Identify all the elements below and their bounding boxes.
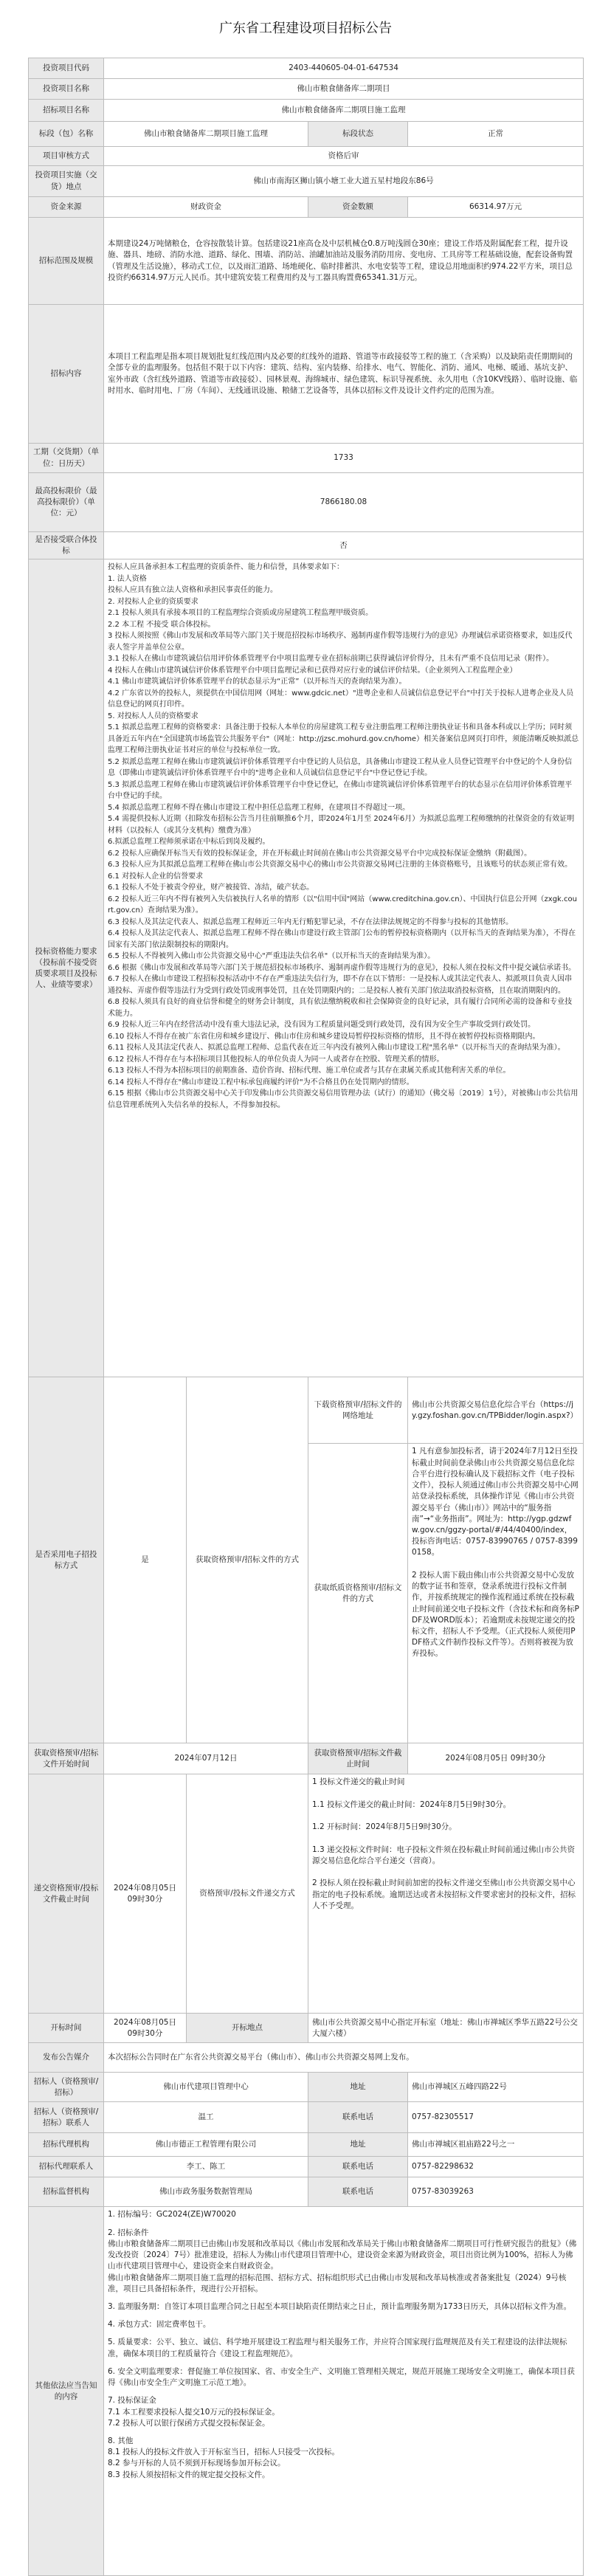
value-agency-phone: 0757-82298632: [408, 2157, 584, 2177]
label-submit-deadline: 递交资格预审/投标文件截止时间: [29, 1774, 104, 2014]
note-item: 6. 安全文明监理要求：督促施工单位按国家、省、市安全生产、文明施工管理相关规定，规范开展施工现场安全文明施工，确保本项目获得《佛山市安全生产文明施工示范工地》。: [108, 2366, 575, 2388]
row-submit: [29, 1774, 584, 2014]
label-scope: 招标范围及规模: [29, 218, 104, 305]
label-online-address: 下载资格预审/招标文件的网络地址: [308, 1377, 408, 1444]
label-project-code: 投资项目代码: [29, 58, 104, 79]
row-project-name: [29, 79, 584, 100]
value-agency: 佛山市德正工程管理有限公司: [104, 2133, 308, 2157]
value-section: 佛山市粮食储备库二期项目施工监理: [104, 122, 308, 147]
row-obtain-time: [29, 1743, 584, 1774]
row-tenderer-contact: [29, 2102, 584, 2133]
label-project-name: 投资项目名称: [29, 79, 104, 100]
note-item: 1. 招标编号：GC2024(ZE)W70020: [108, 2210, 236, 2219]
row-media: [29, 2043, 584, 2073]
label-supervisor: 招标监督机构: [29, 2177, 104, 2207]
value-submit-method: 1 投标文件递交的截止时间 1.1 投标文件递交的截止时间：2024年8月5日9时30分。 1.2 开标时间：2024年8月5日9时30分。 1.3 递交投标文件时间：电子投标文件须在投标截止时间前通过佛山市公共资源交易信息化综合平台递交（营商）。 2 投标人须在投标截止时间前加密的投标文件递交至佛山市公共资源交易中心指定的电子投标系统。逾期送达或者未按招标文件要求密封的投标文件，招标人不予受理。: [308, 1774, 584, 2014]
value-obtain-end: 2024年08月05日 09时30分: [408, 1743, 584, 1774]
row-tenderer: [29, 2073, 584, 2102]
info-table: [28, 58, 584, 2576]
note-item: 2. 招标条件 佛山市粮食储备库二期项目已由佛山市发展和改革局以《佛山市发展和改革局关于佛山市粮食储备库二期项目可行性研究报告的批复》（佛发改投资〔2024〕7号）批准建设，招标人为佛山市代建项目管理中心，建设资金来源为财政资金，项目出资比例为100%，招标人为佛山市代建项目管理中心，建设资金来自财政资金。 佛山市粮食储备库二期项目施工监理的招标范围、招标方式、招标组织形式已由佛山市发展和改革局核准或者备案批复（2024）9号核准，项目已具备招标条件，现进行公开招标。: [108, 2228, 577, 2293]
row-supervisor: [29, 2177, 584, 2207]
row-project-code: [29, 58, 584, 79]
label-tenderer-contact: 招标人（资格预审/招标）联系人: [29, 2102, 104, 2133]
value-section-status: 正常: [408, 122, 584, 147]
label-duration: 工期（交货期）（单位：日历天）: [29, 444, 104, 473]
label-funding: 资金来源: [29, 197, 104, 218]
value-project-code: 2403-440605-04-01-647534: [104, 58, 584, 79]
label-tender-project: 招标项目名称: [29, 100, 104, 122]
label-opening-place: 开标地点: [187, 2014, 308, 2043]
label-qualification: 投标资格能力要求（投标前不接受资质要求项目及投标人、业绩等要求）: [29, 559, 104, 1377]
label-electronic: 是否采用电子招投标方式: [29, 1377, 104, 1743]
row-electronic-online: [29, 1377, 584, 1444]
note-item: 5. 质量要求：公平、独立、诚信、科学地开展建设工程监理与相关服务工作，并应符合国家现行监理规范及有关工程建设的法律法规标准，确保本项目的工程质量符合《建设工程监理规范》。: [108, 2338, 567, 2358]
row-funding: [29, 197, 584, 218]
row-duration: [29, 444, 584, 473]
value-duration: 1733: [104, 444, 584, 473]
row-opening: [29, 2014, 584, 2043]
value-supervisor: 佛山市政务服务数据管理局: [104, 2177, 308, 2207]
row-location: [29, 166, 584, 197]
value-approval-method: 资格后审: [104, 147, 584, 166]
label-obtain-end: 获取资格预审/招标文件截止时间: [308, 1743, 408, 1774]
label-tenderer: 招标人（资格预审/招标）: [29, 2073, 104, 2102]
label-agency-phone: 联系电话: [308, 2157, 408, 2177]
value-qualification: 投标人应具备承担本工程监理的资质条件、能力和信誉，具体要求如下： 1. 法人资格 投标人应具有独立法人资格和承担民事责任的能力。 2. 对投标人企业的资质要求 2.1 投标人须具有承接本项目的工程监理综合资质或房屋建筑工程监理甲级资质。 2.2 本工程 不接受 联合体投标。 3 投标人须按照《佛山市发展和改革局等六部门关于规范招投标市场秩序、遏制再虚作假等违规行为的意见》办理诚信承诺资格要求，如违反代表人签字并盖单位公章。 3.1 投标人在佛山市建筑诚信信用评价体系管理平台中项目监理专业在招标前期已获得诚信评价得分，且未有严重不良信用记录（附件）。 4 投标人在佛山市建筑诚信评价体系管理平台中项目监理记录和已获得对应行业的诚信评价结果。（企业须列入工程监理企业） 4.1 佛山市建筑诚信评价体系管理平台的状态显示为“正常”（以开标当天的查询结果为准）。 4.2 广东省以外的投标人，须提供在中国信用网（网址：www.gdcic.net）"进粤企业和人员诚信信息登记平台"中打关于投标人进粤企业及人员信息登记的网页打印件。 5. 对投标人人员的资格要求 5.1 拟派总监理工程师的资格要求：具备注册于投标人本单位的房屋建筑工程专业注册监理工程师注册执业证书和具备本科或以上学历；同时须具备近五年内在"全国建筑市场监管公共服务平台"（网址：http://jzsc.mohurd.gov.cn/home）相关备案信息网页打印件，须能清晰反映拟派总监理工程师注册执业证书对应的单位与投标单位一致。 5.2 拟派总监理工程师在佛山市建筑诚信评价体系管理平台中登记的人员信息，具备佛山市建设工程从业人员登记管理平台中登记的个人身份信息（即佛山市建筑诚信评价体系管理平台中的"进粤企业和人员诚信信息登记平台"中登记登记手续。 5.3 拟派总监理工程师在佛山市建筑诚信评价体系管理平台中登记登记，在佛山市建筑诚信评价体系管理平台的状态显示在信用评价体系管理平台中登记的手续。 5.4 拟派总监理工程师不得在佛山市建设工程中担任总监理工程师，在建项目不得超过一项。 5.4 需提供投标人近期（扣除发布招标公告当月往前顺推6个月，即2024年1月至 2024年6月）为拟派总监理工程师缴纳的社保资金的有效证明材料（以投标人（或其分支机构）缴费为准） 6.拟派总监理工程师须承诺在中标后到岗及履约。 6.2 投标人应确保开标当天有效的投标保证金，并在开标截止时间前在佛山市公共资源交易平台中完成投标保证金缴纳（附截图）。 6.3 投标人应为其拟派总监理工程师在佛山市公共资源交易中心的佛山市公共资源交易网已注册的主体资格账号，且该账号的状态须正常有效。 6.1 对投标人企业的信誉要求 6.1 投标人不处于被责令停业，财产被接管、冻结，破产状态。 6.2 投标人近三年内不得有被列入失信被执行人名单的情形（以"信用中国"网站（www.creditchina.gov.cn）、中国执行信息公开网（zxgk.court.gov.cn）查询结果为准）。 6.3 投标人及其法定代表人、拟派总监理工程师近三年内无行贿犯罪记录，不存在法律法规规定的不得参与投标的其他情形。 6.4 投标人及其法定代表人、拟派总监理工程师不得在佛山市建设行政主管部门公布的暂停投标资格期内（以开标当天的查询结果为准），不得在国家有关部门依法限制投标的期限内。 6.5 投标人不得被列入佛山市公共资源交易中心"严重违法失信名单"（以开标当天的查询结果为准）。 6.6 根据《佛山市发展和改革局等六部门关于规范招投标市场秩序、遏制再虚作假等违规行为的意见》，投标人须在投标文件中提交诚信承诺书。 6.7 投标人在佛山市建设工程招标投标活动中不存在严重违法失信行为，即不存在以下情形：一是投标人或其法定代表人、拟派项目负责人因串通投标、弄虚作假等违法行为受到行政处罚或刑事处罚，且在处罚期限内的；二是投标人被有关部门依法取消投标资格，且在取消期限内的。 6.8 投标人须具有良好的商业信誉和健全的财务会计制度，具有依法缴纳税收和社会保障资金的良好记录，具有履行合同所必需的设备和专业技术能力。 6.9 投标人近三年内在经营活动中没有重大违法记录，没有因为工程质量问题受到行政处罚，没有因为安全生产事故受到行政处罚。 6.10 投标人不得存在被广东省住房和城乡建设厅、佛山市住房和城乡建设局暂停投标资格的情形，且不得在被暂停投标资格期限内。 6.11 投标人及其法定代表人、拟派总监理工程师、总监代表在近三年内没有被列入佛山市建设工程"黑名单"（以开标当天的查询结果为准）。 6.12 投标人不得存在与本招标项目其他投标人的单位负责人为同一人或者存在控股、管理关系的情形。 6.13 投标人不得为本招标项目的前期准备、造价咨询、招标代理、施工单位或者与其存在隶属关系或其他利害关系的单位。 6.14 投标人不得存在"佛山市建设工程中标承包商履约评价"为不合格且仍在处罚期内的情形。 6.15 根据《佛山市公共资源交易中心关于印发佛山市公共资源交易信用管理办法（试行）的通知》（佛交易〔2019〕1号），对被佛山市公共信用信息管理系统列入失信名单的投标人，不得参加投标。: [104, 559, 584, 1377]
label-section: 标段（包）名称: [29, 122, 104, 147]
row-content: [29, 305, 584, 444]
value-agency-contact: 李工、陈工: [104, 2157, 308, 2177]
value-tender-project: 佛山市粮食储备库二期项目施工监理: [104, 100, 584, 122]
label-obtain-start: 获取资格预审/招标文件开始时间: [29, 1743, 104, 1774]
value-submit-deadline: 2024年08月05日 09时30分: [104, 1774, 187, 2014]
value-online-address: 佛山市公共资源交易信息化综合平台（https://jy.gzy.foshan.gov.cn/TPBidder/login.aspx?）: [408, 1377, 584, 1444]
label-submit-method: 资格预审/投标文件递交方式: [187, 1774, 308, 2014]
label-funding-amount: 资金数额: [308, 197, 408, 218]
note-item: 7. 投标保证金 7.1 本工程要求投标人提交10万元的投标保证金。 7.2 投标人可以银行保函方式提交投标保证金。: [108, 2396, 280, 2428]
row-approval-method: [29, 147, 584, 166]
label-joint: 是否接受联合体投标: [29, 532, 104, 559]
value-notes: [104, 2207, 584, 2576]
value-obtain-start: 2024年07月12日: [104, 1743, 308, 1774]
value-funding: 财政资金: [104, 197, 308, 218]
row-joint: [29, 532, 584, 559]
label-approval-method: 项目审核方式: [29, 147, 104, 166]
value-supervisor-phone: 0757-83039263: [408, 2177, 584, 2207]
label-section-status: 标段状态: [308, 122, 408, 147]
page-title: 广东省工程建设项目招标公告: [219, 21, 392, 36]
label-content: 招标内容: [29, 305, 104, 444]
value-tenderer: 佛山市代建项目管理中心: [104, 2073, 308, 2102]
row-max-price: [29, 473, 584, 532]
label-location: 投资项目实施（交货）地点: [29, 166, 104, 197]
row-qualification: [29, 559, 584, 1377]
value-funding-amount: 66314.97万元: [408, 197, 584, 218]
label-supervisor-phone: 联系电话: [308, 2177, 408, 2207]
label-max-price: 最高投标限价（最高投标限价）（单位：元）: [29, 473, 104, 532]
label-get-method: 获取资格预审/招标文件的方式: [187, 1377, 308, 1743]
value-tenderer-contact: 温工: [104, 2102, 308, 2133]
value-agency-address: 佛山市禅城区祖庙路22号之一: [408, 2133, 584, 2157]
label-agency: 招标代理机构: [29, 2133, 104, 2157]
row-notes: [29, 2207, 584, 2576]
row-scope: [29, 218, 584, 305]
label-notes: 其他依法应当告知的内容: [29, 2207, 104, 2576]
value-project-name: 佛山市粮食储备库二期项目: [104, 79, 584, 100]
value-opening-time: 2024年08月05日 09时30分: [104, 2014, 187, 2043]
value-content: 本项目工程监理是指本项目规划批复红线范围内及必要的红线外的道路、管道等市政接驳等工程的施工（含采购）以及缺陷责任期期间的全部专业的监理服务。包括但不限于以下内容：建筑、结构、室内装修、给排水、电气、智能化、消防、通风、电梯、暖通、基坑支护、室外市政（含红线外道路、管道等市政接驳）、园林景观、海绵城市、绿色建筑、标识导视系统、永久用电（含10KV线路）、临时设施、临时用水、临时用电、厂房（车间）、无线通讯设施、粮储工艺设备等，具体以招标文件及设计文件约定的范围为准。: [104, 305, 584, 444]
value-scope: 本期建设24万吨储粮仓，仓容按散装计算。包括建设21座高仓及中层机械仓0.8万吨浅圆仓30座；建设工作塔及附属配套工程，提升设施、器具、地磅、消防水池、道路、绿化、围墙、消防站、油罐加油站及服务消防用房、变电房、工具房等工程基础设施，配套设备购置（管理及生活设施），移动式工位，以及雨汇道路、场地硬化、临时排蓄洪、水电安装等工程，建设总用地面积约974.22平方米，项目总投资约66314.97万元人民币。其中建筑安装工程费用约及与工器具购置费65341.31万元。: [104, 218, 584, 305]
note-item: 8. 其他 8.1 投标人的投标文件放入于开标室当日，招标人只接受一次投标。 8.2 参与开标的人员不须到开标现场参加开标会议。 8.3 投标人须按招标文件的规定提交投标文件。: [108, 2436, 340, 2479]
label-tenderer-phone: 联系电话: [308, 2102, 408, 2133]
label-media: 发布公告媒介: [29, 2043, 104, 2073]
row-agency-contact: [29, 2157, 584, 2177]
note-item: 4. 承包方式：固定费率包干。: [108, 2320, 211, 2329]
label-tenderer-address: 地址: [308, 2073, 408, 2102]
label-paper-method: 获取纸质资格预审/招标文件的方式: [308, 1444, 408, 1743]
value-media: 本次招标公告同时在广东省公共资源交易平台（佛山市）、佛山市公共资源交易网上发布。: [104, 2043, 584, 2073]
value-location: 佛山市南海区狮山镇小塘工业大道五星村地段东86号: [104, 166, 584, 197]
value-electronic: 是: [104, 1377, 187, 1743]
row-agency: [29, 2133, 584, 2157]
label-agency-contact: 招标代理联系人: [29, 2157, 104, 2177]
value-tenderer-address: 佛山市禅城区五峰四路22号: [408, 2073, 584, 2102]
value-tenderer-phone: 0757-82305517: [408, 2102, 584, 2133]
note-item: 3. 监理服务期：自签订本项目监理合同之日起至本项目缺陷责任期结束之日止，预计监理服务期为1733日历天，具体以招标文件为准。: [108, 2301, 572, 2311]
row-tender-project: [29, 100, 584, 122]
value-paper-method: 1 凡有意参加投标者，请于2024年7月12日至投标截止时间前登录佛山市公共资源交易信息化综合平台进行投标确认及下载招标文件（电子投标文件），投标人须通过佛山市公共资源交易中心网站登录投标系统，具体操作详见《佛山市公共资源交易平台（佛山市）》网站中的“服务指南”→“业务指南”。网址为：http://ygp.gdzwfw.gov.cn/ggzy-portal/#/44/40400/index，投标咨询电话：0757-83990765 / 0757-83990158。 2 投标人需下载由佛山市公共资源交易中心发放的数字证书和签章，登录系统进行投标文件制作，并按系统规定的操作流程通过系统在投标截止时间前递交电子投标文件（含技术标和商务标PDF及WORD版本）；若逾期或未按规定递交的投标文件，招标人不予受理。（正式投标人须使用PDF格式文件制作投标文件等）。否则将被视为放弃投标。: [408, 1444, 584, 1743]
value-opening-place: 佛山市公共资源交易中心指定开标室（地址：佛山市禅城区季华五路22号公交大厦六楼）: [308, 2014, 584, 2043]
value-joint: 否: [104, 532, 584, 559]
label-opening-time: 开标时间: [29, 2014, 104, 2043]
label-agency-address: 地址: [308, 2133, 408, 2157]
value-max-price: 7866180.08: [104, 473, 584, 532]
row-section: [29, 122, 584, 147]
